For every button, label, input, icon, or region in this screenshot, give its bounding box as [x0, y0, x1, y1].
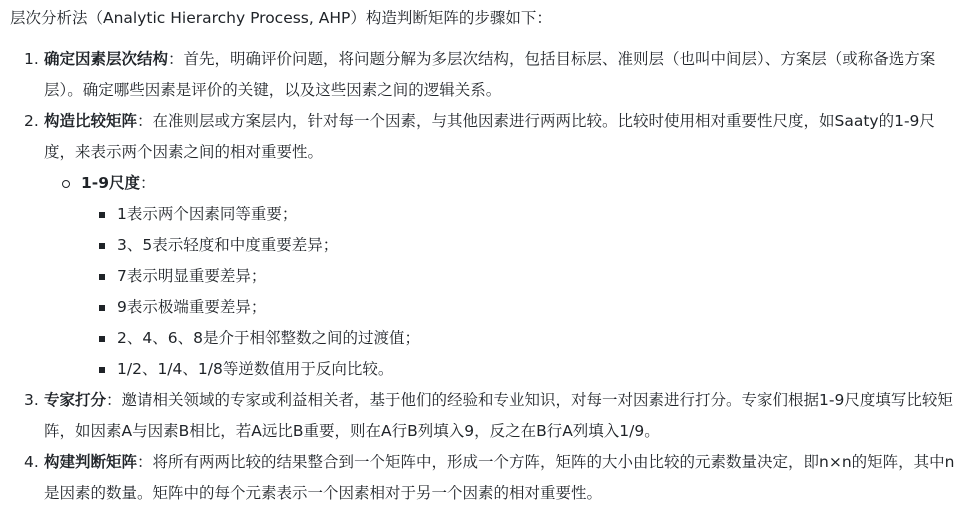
sub-item-scale	[0, 168, 975, 199]
step-title: 构造比较矩阵	[44, 112, 138, 130]
scale-colon: ：	[140, 174, 156, 192]
step-title: 构建判断矩阵	[44, 453, 138, 471]
step-title: 专家打分	[44, 391, 107, 409]
scale-item	[0, 230, 975, 261]
square-bullet-icon	[99, 336, 105, 342]
scale-item-text: 1表示两个因素同等重要；	[117, 205, 298, 223]
step-number: 2.	[24, 112, 39, 130]
step-title: 确定因素层次结构	[44, 50, 169, 68]
square-bullet-icon	[99, 305, 105, 311]
step-number: 3.	[24, 391, 39, 409]
square-bullet-icon	[99, 367, 105, 373]
scale-item	[0, 354, 975, 385]
scale-title: 1-9尺度	[81, 174, 141, 192]
step-text: ：将所有两两比较的结果整合到一个矩阵中，形成一个方阵，矩阵的大小由比较的元素数量决定，即n×n的矩阵，其中n是因素的数量。矩阵中的每个元素表示一个因素相对于另一个因素的相对重要性。	[44, 453, 955, 502]
steps-list	[0, 44, 975, 509]
scale-item-text: 9表示极端重要差异；	[117, 298, 267, 316]
scale-item	[0, 323, 975, 354]
scale-item	[0, 292, 975, 323]
step-number: 1.	[24, 50, 39, 68]
list-item-step-3	[0, 385, 975, 447]
list-item-step-2	[0, 106, 975, 168]
step-number: 4.	[24, 453, 39, 471]
scale-item-text: 7表示明显重要差异；	[117, 267, 267, 285]
list-item-step-1	[0, 44, 975, 106]
scale-item	[0, 261, 975, 292]
scale-item-text: 2、4、6、8是介于相邻整数之间的过渡值；	[117, 329, 420, 347]
intro-paragraph: 层次分析法（Analytic Hierarchy Process, AHP）构造判断矩阵的步骤如下：	[10, 9, 552, 27]
scale-item-text: 3、5表示轻度和中度重要差异；	[117, 236, 339, 254]
square-bullet-icon	[99, 212, 105, 218]
scale-item-text: 1/2、1/4、1/8等逆数值用于反向比较。	[117, 360, 394, 378]
list-item-step-4	[0, 447, 975, 509]
scale-item	[0, 199, 975, 230]
step-text: ：邀请相关领域的专家或利益相关者，基于他们的经验和专业知识，对每一对因素进行打分。专家们根据1-9尺度填写比较矩阵，如因素A与因素B相比，若A远比B重要，则在A行B列填入9，反之在B行A列填入1/9。	[44, 391, 953, 440]
square-bullet-icon	[99, 243, 105, 249]
square-bullet-icon	[99, 274, 105, 280]
step-text: ：首先，明确评价问题，将问题分解为多层次结构，包括目标层、准则层（也叫中间层）、方案层（或称备选方案层）。确定哪些因素是评价的关键，以及这些因素之间的逻辑关系。	[44, 50, 936, 99]
step-text: ：在准则层或方案层内，针对每一个因素，与其他因素进行两两比较。比较时使用相对重要性尺度，如Saaty的1-9尺度，来表示两个因素之间的相对重要性。	[44, 112, 935, 161]
circle-bullet-icon	[62, 180, 70, 188]
